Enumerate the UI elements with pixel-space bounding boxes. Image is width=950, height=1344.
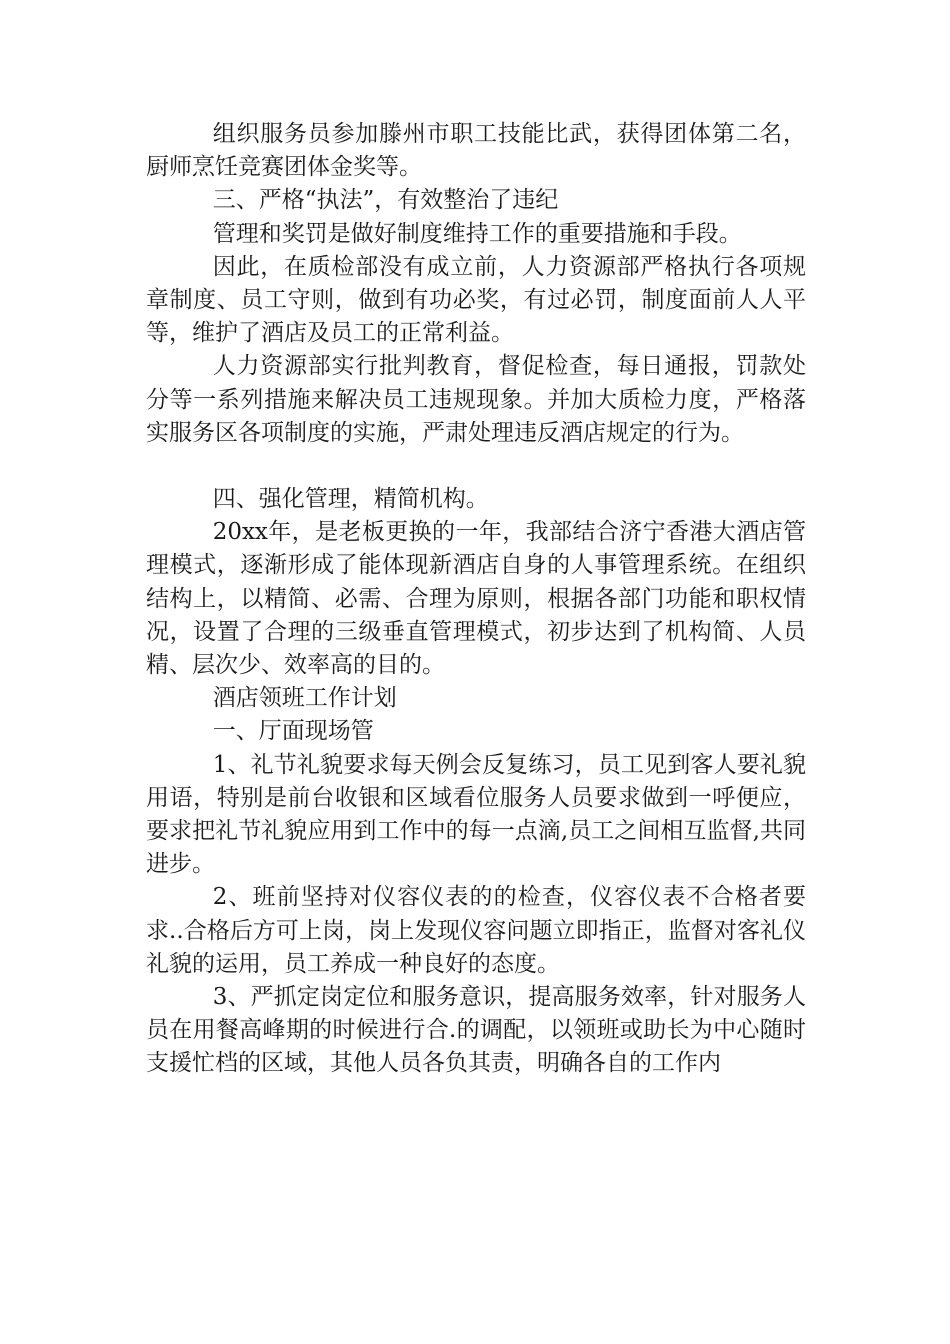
paragraph-competition: 组织服务员参加滕州市职工技能比武，获得团体第二名，厨师烹饪竞赛团体金奖等。 [146, 121, 806, 181]
paragraph-management-rewards: 管理和奖罚是做好制度维持工作的重要措施和手段。 [212, 220, 742, 247]
paragraph-hr-education: 人力资源部实行批判教育，督促检查，每日通报，罚款处分等一系列措施来解决员工违规现象。并加大质检力度，严格落实服务区各项制度的实施，严肃处理违反酒店规定的行为。 [146, 353, 806, 446]
heading-work-plan: 酒店领班工作计划 [212, 685, 397, 712]
paragraph-hr-rules: 因此，在质检部没有成立前，人力资源部严格执行各项规章制度、员工守则，做到有功必奖，有过必罚，制度面前人人平等，维护了酒店及员工的正常利益。 [146, 253, 806, 347]
heading-floor-management: 一、厅面现场管 [212, 718, 374, 745]
paragraph-management-system: 20xx年，是老板更换的一年，我部结合济宁香港大酒店管理模式，逐渐形成了能体现新酒店自身的人事管理系统。在组织结构上，以精简、必需、合理为原则，根据各部门功能和职权情况，设置了合理的三级垂直管理模式，初步达到了机构简、人员精、层次少、效率高的目的。 [146, 519, 806, 679]
list-item-1: 1、礼节礼貌要求每天例会反复练习，员工见到客人要礼貌用语，特别是前台收银和区域看位服务人员要求做到一呼便应，要求把礼节礼貌应用到工作中的每一点滴,员工之间相互监督,共同进步。 [146, 751, 806, 878]
list-item-3: 3、严抓定岗定位和服务意识，提高服务效率，针对服务人员在用餐高峰期的时候进行合.的调配，以领班或助长为中心随时支援忙档的区域，其他人员各负其责，明确各自的工作内 [146, 984, 806, 1077]
list-item-2: 2、班前坚持对仪容仪表的的检查，仪容仪表不合格者要求..合格后方可上岗，岗上发现仪容问题立即指正，监督对客礼仪礼貌的运用，员工养成一种良好的态度。 [146, 884, 806, 977]
heading-section-3: 三、严格“执法”，有效整治了违纪 [212, 187, 559, 214]
heading-section-4: 四、强化管理，精简机构。 [212, 486, 489, 513]
document-body [146, 118, 806, 1081]
